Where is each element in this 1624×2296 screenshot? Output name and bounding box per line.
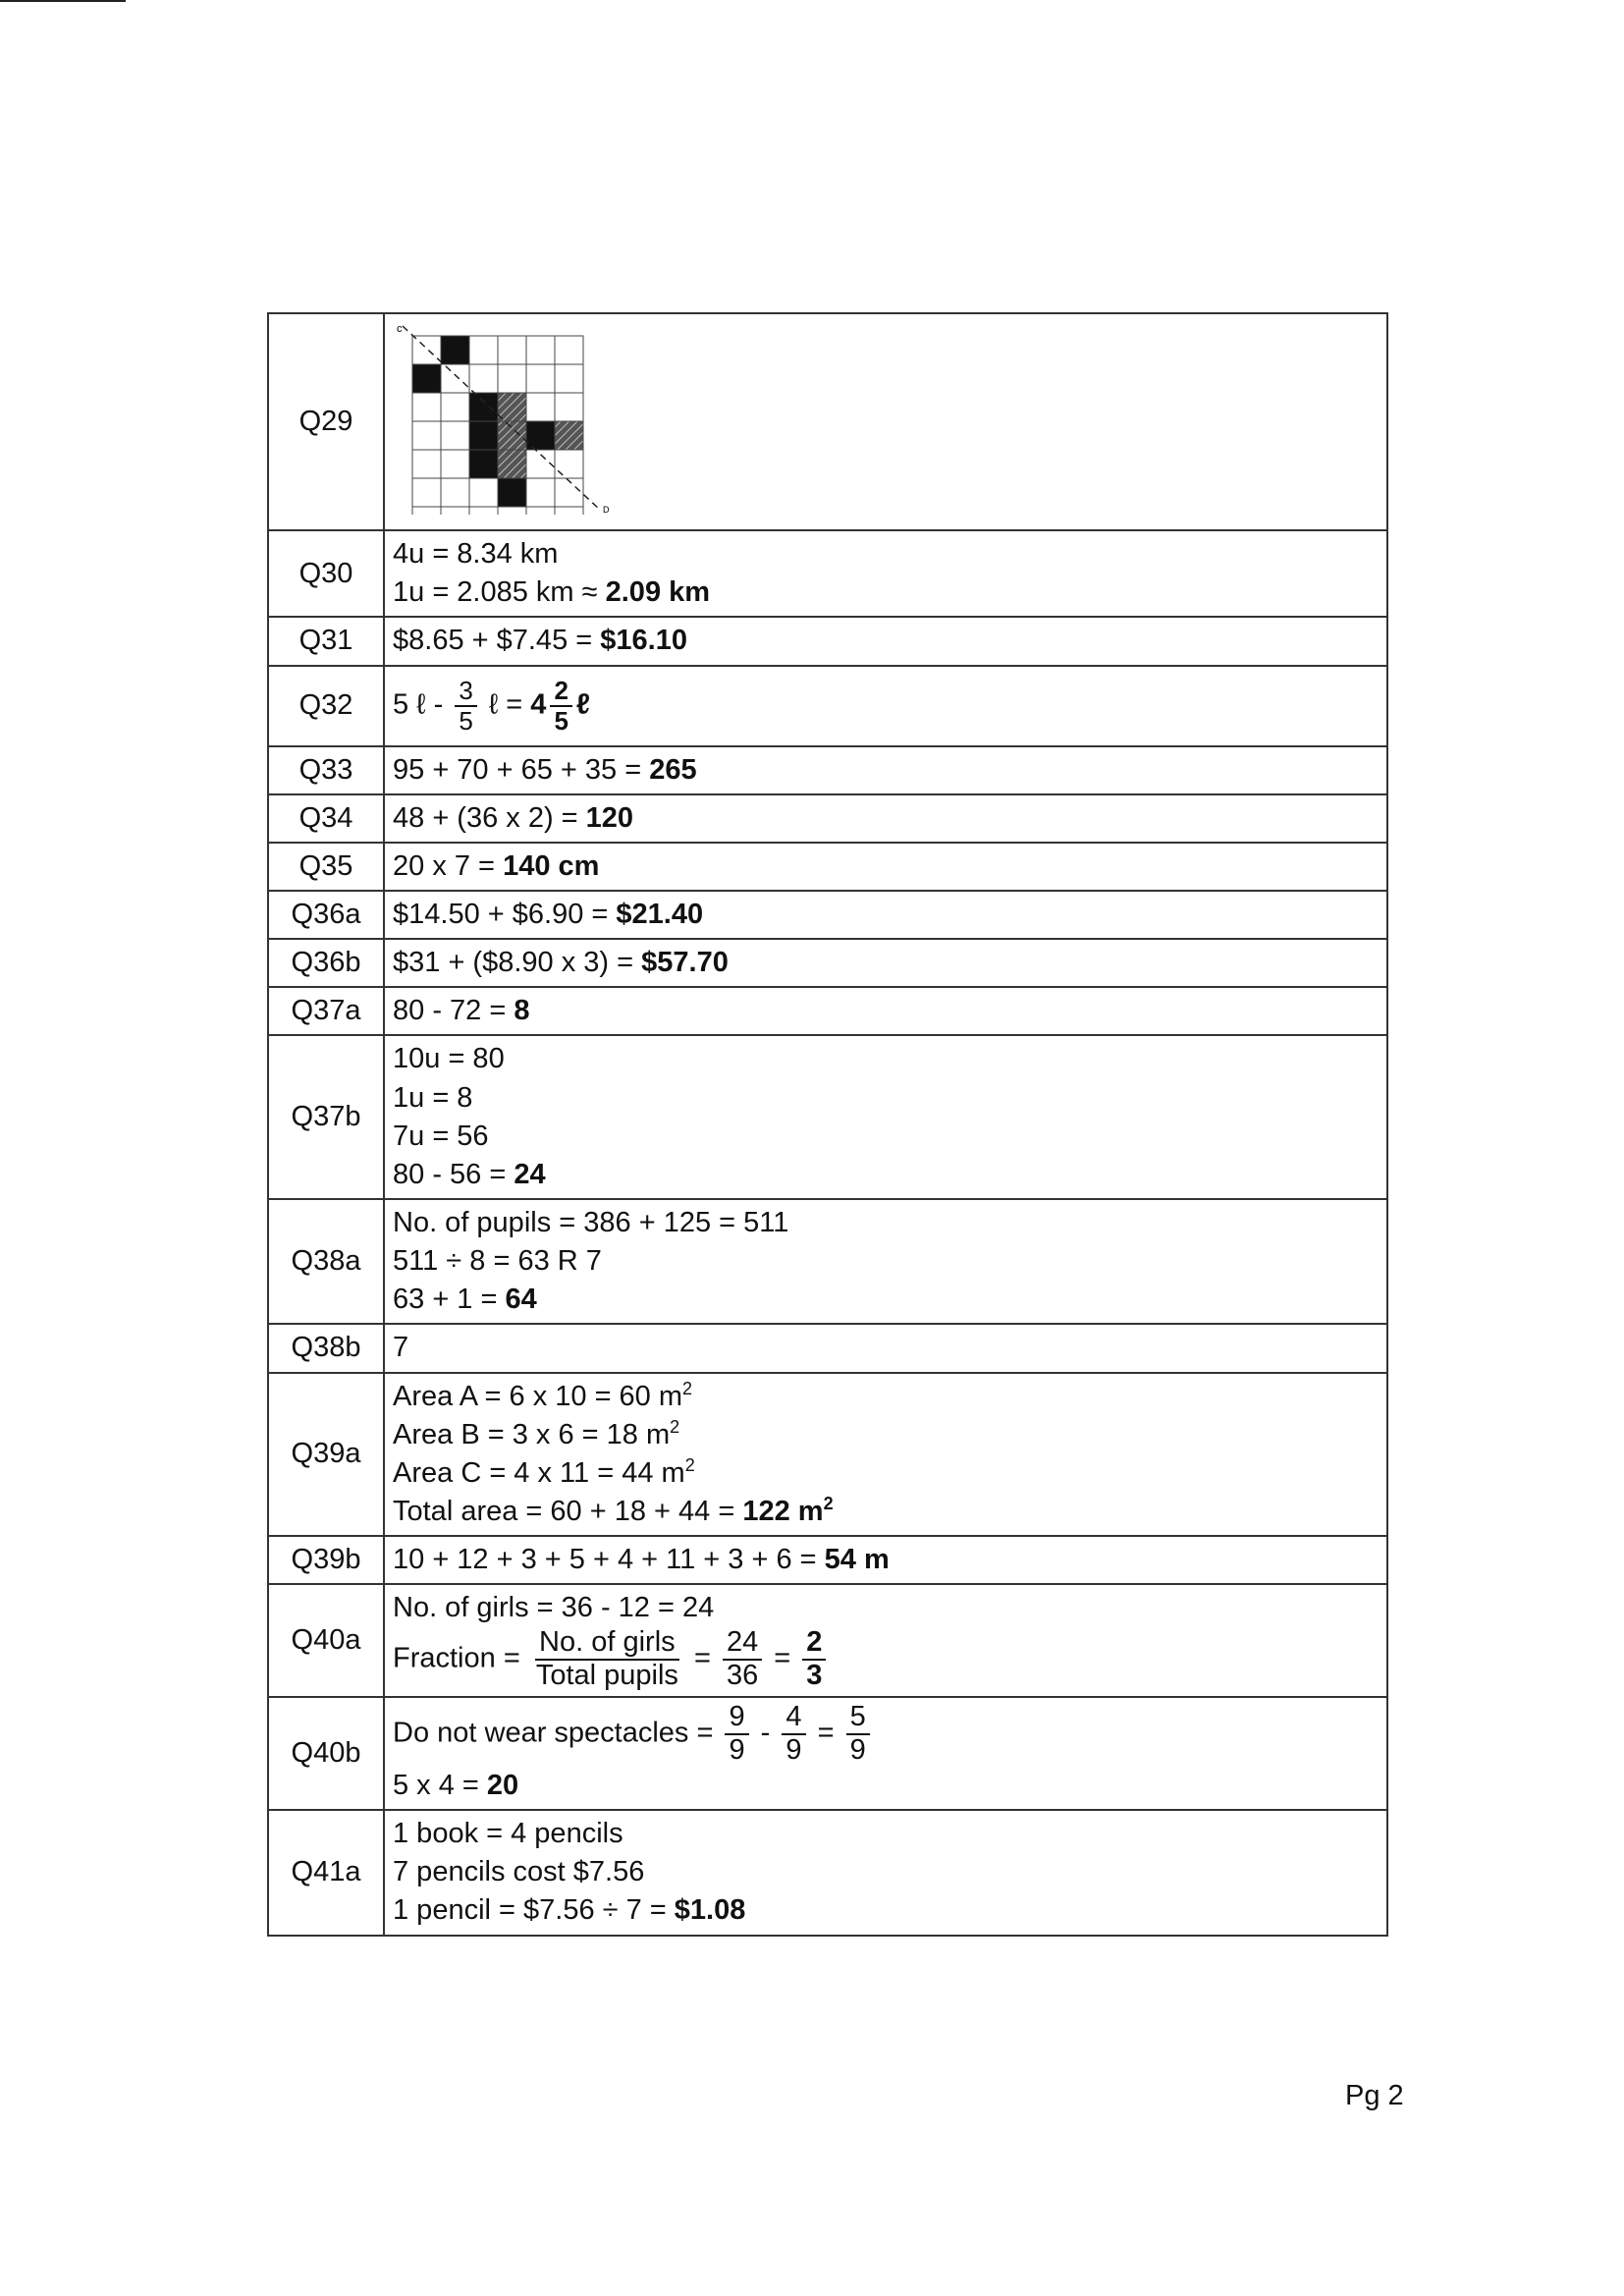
answer-cell [384,530,1387,617]
question-label: Q37b [268,1035,384,1199]
grid-cell [441,421,469,450]
table-row [268,794,1387,843]
answer-cell [384,1810,1387,1935]
answer-cell: 48 + (36 x 2) = 120 [384,794,1387,843]
fraction: $\frac{24}{36}$ [723,1627,762,1692]
grid-cell-shaded [441,336,469,364]
grid-cell [441,478,469,507]
fraction: $\frac{\text{No. of girls}}{\text{Total pupils}}$ [535,1626,678,1692]
table-row [268,1373,1387,1537]
working-line: 7u = 56 [393,1120,489,1152]
table-row [268,1199,1387,1324]
working-line: No. of girls = 36 - 12 = 24 [393,1592,715,1624]
answer-table [267,312,1388,1937]
grid-cell [412,478,441,507]
line-start-label: c [397,323,403,335]
grid-cell [469,336,498,364]
working-line: 1 pencil = $7.56 ÷ 7 = $1.08 [393,1894,746,1927]
grid-cell [441,450,469,478]
question-label: Q33 [268,746,384,794]
grid-cell [412,450,441,478]
question-label: Q40b [268,1697,384,1810]
grid-cell [498,336,526,364]
question-label: Q38a [268,1199,384,1324]
question-label: Q40a [268,1584,384,1697]
working-line: 1u = 2.085 km ≈ 2.09 km [393,576,711,609]
table-row [268,1324,1387,1372]
working-line: 511 ÷ 8 = 63 R 7 [393,1245,602,1278]
answer-cell: $31 + ($8.90 x 3) = $57.70 [384,939,1387,987]
final-answer: $57.70 [641,947,729,979]
grid-cell-shaded [526,421,555,450]
answer-cell [384,1324,1387,1372]
grid-cell [469,478,498,507]
final-answer: 122 $m^2$ [742,1493,834,1527]
table-row [268,666,1387,746]
grid-cell [555,450,583,478]
final-answer: 120 [585,801,634,834]
final-answer: 140 cm [503,849,600,882]
top-rule [0,0,126,2]
answer-cell [384,1035,1387,1199]
answer-cell: $14.50 + $6.90 = $21.40 [384,891,1387,939]
table-row [268,313,1387,530]
table-row [268,617,1387,665]
grid-cell-reflected [498,450,526,478]
final-answer: $1.08 [674,1894,746,1927]
working-line: 80 - 56 = 24 [393,1158,546,1190]
table-row [268,987,1387,1035]
grid-cell [526,364,555,393]
grid-cell [526,507,555,515]
table-row [268,530,1387,617]
question-label: Q34 [268,794,384,843]
grid-cell [412,421,441,450]
final-answer: $21.40 [616,898,704,930]
question-label: Q41a [268,1810,384,1935]
question-label: Q39a [268,1373,384,1537]
final-answer: 54 m [824,1544,890,1576]
grid-cell-shaded [498,478,526,507]
working-line: Area A = 6 x 10 = 60 $m^2$ [393,1378,693,1412]
fraction: $\frac{9}{9}$ [725,1702,748,1767]
grid-cell [526,336,555,364]
final-answer: 8 [514,995,530,1027]
working-line: Total area = 60 + 18 + 44 = 122 $m^2$ [393,1493,834,1527]
answer-cell [384,1199,1387,1324]
working-line: Area C = 4 x 11 = 44 $m^2$ [393,1454,695,1489]
final-answer: 20 [486,1769,519,1801]
table-row [268,746,1387,794]
working-line: Fraction = $\frac{\text{No. of girls}}{\text{Total pupils}}$ = $\frac{24}{36}$ = $\frac{2}{3}$ [393,1627,1379,1692]
working-line: 1 book = 4 pencils [393,1818,623,1850]
answer-cell: 95 + 70 + 65 + 35 = 265 [384,746,1387,794]
final-answer: $\frac{2}{3}$ [802,1627,826,1692]
grid-cell [469,364,498,393]
grid-cell [412,393,441,421]
working-line: 7 pencils cost $7.56 [393,1856,645,1888]
table-row [268,1536,1387,1584]
fraction: $\frac{5}{9}$ [846,1702,870,1767]
grid-cell-reflected [498,421,526,450]
final-answer: 64 [505,1284,537,1316]
final-answer: 24 [514,1158,546,1190]
answer-cell [384,1373,1387,1537]
question-label: Q36b [268,939,384,987]
answer-cell [384,313,1387,530]
answer-cell [384,1697,1387,1810]
grid-cell-reflected [498,393,526,421]
table-row [268,1035,1387,1199]
grid-cell [555,364,583,393]
question-label: Q35 [268,843,384,891]
question-label: Q36a [268,891,384,939]
fraction: $\frac{4}{9}$ [782,1702,805,1767]
answer-cell: 80 - 72 = 8 [384,987,1387,1035]
answer-cell: $8.65 + $7.45 = $16.10 [384,617,1387,665]
working-line: 63 + 1 = 64 [393,1284,537,1316]
answer-cell: 10 + 12 + 3 + 5 + 4 + 11 + 3 + 6 = 54 m [384,1536,1387,1584]
question-label: Q38b [268,1324,384,1372]
grid-cell [555,336,583,364]
fraction: $\frac{3}{5}$ [455,677,476,735]
final-answer: 7 [393,1332,409,1364]
working-line: 1u = 8 [393,1081,473,1114]
table-row [268,843,1387,891]
question-label: Q30 [268,530,384,617]
grid-cell [498,364,526,393]
table-row [268,1697,1387,1810]
grid-cell [412,336,441,364]
working-line: 10u = 80 [393,1043,505,1075]
answer-cell: 20 x 7 = 140 cm [384,843,1387,891]
grid-cell [441,364,469,393]
answer-cell [384,1584,1387,1697]
grid-cell [498,507,526,515]
working-line: No. of pupils = 386 + 125 = 511 [393,1206,789,1238]
grid-cell [555,478,583,507]
question-label: Q29 [268,313,384,530]
grid-cell [526,393,555,421]
working-line: Area B = 3 x 6 = 18 $m^2$ [393,1416,680,1450]
grid-cell [441,393,469,421]
final-answer: 2.09 km [605,576,711,609]
working-line: 4u = 8.34 km [393,538,559,571]
grid-cell-shaded [469,421,498,450]
question-label: Q31 [268,617,384,665]
table-row [268,1584,1387,1697]
table-row [268,939,1387,987]
grid-cell-reflected [555,421,583,450]
grid-cell [412,507,441,515]
final-answer: $16.10 [600,625,687,657]
page-number: Pg 2 [1345,2080,1404,2111]
working-line: Do not wear spectacles = $\frac{9}{9}$ - $\frac{4}{9}$ = $\frac{5}{9}$ [393,1702,1379,1767]
grid-cell-shaded [412,364,441,393]
grid-cell [526,478,555,507]
grid-cell [555,507,583,515]
question-label: Q37a [268,987,384,1035]
fraction: $\frac{2}{5}$ [550,677,571,735]
grid-cell [441,507,469,515]
question-label: Q39b [268,1536,384,1584]
question-label: Q32 [268,666,384,746]
grid-cell-shaded [469,393,498,421]
grid-cell [469,507,498,515]
final-answer: 265 [649,753,697,786]
grid-cell [555,393,583,421]
grid-cell-shaded [469,450,498,478]
answer-cell: 5 ℓ - $\frac{3}{5}$ ℓ = 4 $\frac{2}{5}$ ℓ [384,666,1387,746]
table-row [268,891,1387,939]
line-end-label: D [603,505,610,515]
symmetry-grid-figure [393,318,619,515]
table-row [268,1810,1387,1935]
working-line: 5 x 4 = 20 [393,1769,519,1801]
